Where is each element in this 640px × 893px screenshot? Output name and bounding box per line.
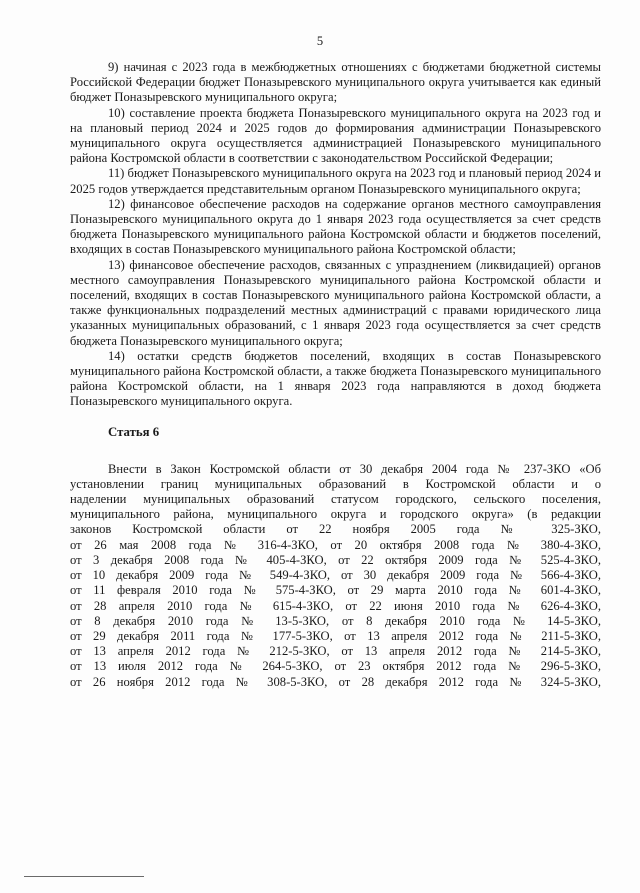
paragraph-item-12: 12) финансовое обеспечение расходов на содержание органов местного самоуправления Поназыревского муниципального округа до 1 января 2023 года осуществляется за счет средств бюджета Поназыревского муниципального района Костромской области и бюджетов поселений, входящих в состав Поназыревского муниципального района Костромской области; bbox=[70, 196, 601, 257]
footer-divider bbox=[24, 876, 144, 877]
article-line: от 11 февраля 2010 года № 575-4-ЗКО, от 29 марта 2010 года № 601-4-ЗКО, bbox=[70, 583, 601, 598]
article-line: от 8 декабря 2010 года № 13-5-ЗКО, от 8 декабря 2010 года № 14-5-ЗКО, bbox=[70, 613, 601, 628]
paragraph-item-11: 11) бюджет Поназыревского муниципального округа на 2023 год и плановый период 2024 и 2025 годов утверждается представительным органом Поназыревского муниципального округа; bbox=[70, 166, 601, 196]
article-line: от 26 ноября 2012 года № 308-5-ЗКО, от 28 декабря 2012 года № 324-5-ЗКО, bbox=[70, 674, 601, 689]
paragraph-item-14: 14) остатки средств бюджетов поселений, входящих в состав Поназыревского муниципального района Костромской области, а также бюджета Поназыревского муниципального района Костромской области, на 1 января 2023 года направляются в доход бюджета Поназыревского муниципального округа. bbox=[70, 348, 601, 409]
article-line: от 26 мая 2008 года № 316-4-ЗКО, от 20 октября 2008 года № 380-4-ЗКО, bbox=[70, 537, 601, 552]
article-line: от 13 июля 2012 года № 264-5-ЗКО, от 23 октября 2012 года № 296-5-ЗКО, bbox=[70, 659, 601, 674]
paragraph-item-13: 13) финансовое обеспечение расходов, связанных с упразднением (ликвидацией) органов местного самоуправления Поназыревского муниципального района Костромской области и поселений, входящих в состав Поназыревского муниципального района Костромской области, а также функциональных подразделений местных администраций с правами юридического лица указанных муниципальных образований, с 1 января 2023 года осуществляется за счет средств бюджета Поназыревского муниципального округа; bbox=[70, 257, 601, 348]
paragraph-item-10: 10) составление проекта бюджета Поназыревского муниципального округа на 2023 год и на плановый период 2024 и 2025 годов до формирования администрации Поназыревского муниципального округа осуществляется администрацией Поназыревского муниципального района Костромской области в соответствии с законодательством Российской Федерации; bbox=[70, 105, 601, 166]
article-line: от 29 декабря 2011 года № 177-5-ЗКО, от 13 апреля 2012 года № 211-5-ЗКО, bbox=[70, 628, 601, 643]
document-body bbox=[70, 60, 601, 690]
article-title: Статья 6 bbox=[108, 424, 160, 439]
article-line: Внести в Закон Костромской области от 30 декабря 2004 года № 237-ЗКО «Об bbox=[108, 461, 601, 476]
article-line: законов Костромской области от 22 ноября 2005 года № 325-ЗКО, bbox=[70, 522, 601, 537]
article-line: наделении муниципальных образований статусом городского, сельского поселения, bbox=[70, 492, 601, 507]
paragraph-item-9: 9) начиная с 2023 года в межбюджетных отношениях с бюджетами бюджетной системы Российской Федерации бюджет Поназыревского муниципального округа учитывается как единый бюджет Поназыревского муниципального округа; bbox=[70, 60, 601, 105]
article-line: от 28 апреля 2010 года № 615-4-ЗКО, от 22 июня 2010 года № 626-4-ЗКО, bbox=[70, 598, 601, 613]
article-line: муниципального района, муниципального округа и городского округа» (в редакции bbox=[70, 507, 601, 522]
article-line: установлении границ муниципальных образований в Костромской области и о bbox=[70, 476, 601, 491]
article-body bbox=[70, 462, 601, 690]
article-line: от 3 декабря 2008 года № 405-4-ЗКО, от 22 октября 2009 года № 525-4-ЗКО, bbox=[70, 552, 601, 567]
article-line: от 13 апреля 2012 года № 212-5-ЗКО, от 13 апреля 2012 года № 214-5-ЗКО, bbox=[70, 644, 601, 659]
page-number: 5 bbox=[316, 34, 324, 48]
article-line: от 10 декабря 2009 года № 549-4-ЗКО, от 30 декабря 2009 года № 566-4-ЗКО, bbox=[70, 568, 601, 583]
